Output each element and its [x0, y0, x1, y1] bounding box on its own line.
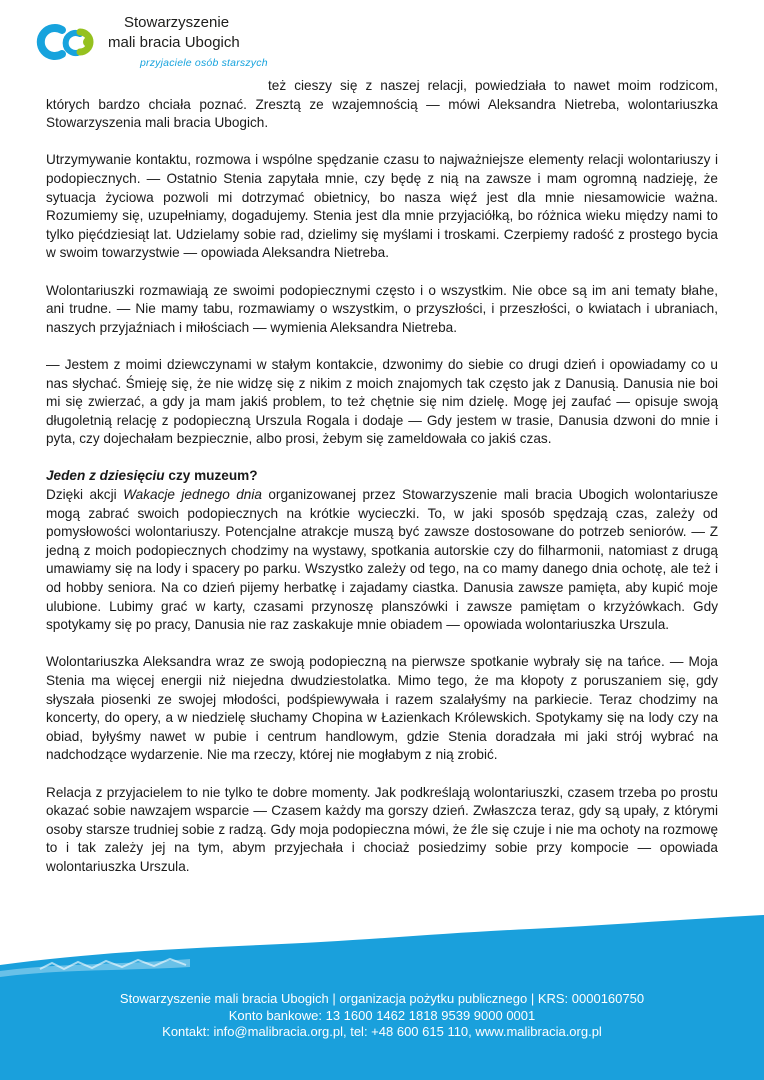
paragraph	[46, 486, 718, 635]
paragraph: Relacja z przyjacielem to nie tylko te dobre momenty. Jak podkreślają wolontariuszki, czasem trzeba po prostu okazać sobie nawzajem wsparcie — Czasem każdy ma gorszy dzień. Zwłaszcza teraz, gdy są upały, z którymi osoby starsze trudniej sobie z radzą. Gdy moja podopieczna mówi, że źle się czuje i nie ma ochoty na rozmowę to i tak zależy jej na tym, abym przyjechała i chociaż posiedzimy sobie przy kompocie — opowiada wolontariuszka Urszula.	[46, 784, 718, 874]
paragraph: też cieszy się z naszej relacji, powiedziała to nawet moim rodzicom, których bardzo chciała poznać. Zresztą ze wzajemnością — mówi Aleksandra Nietreba, wolontariuszka Stowarzyszenia mali bracia Ubogich.	[46, 78, 718, 131]
paragraph-start: Dzięki akcji	[46, 487, 124, 503]
footer-contact-line: Kontakt: info@malibracia.org.pl, tel: +48 600 615 110, www.malibracia.org.pl	[162, 1024, 602, 1039]
section-heading-rest: czy muzeum?	[164, 468, 258, 484]
section-heading-italic: Jeden z dziesięciu	[46, 468, 165, 484]
footer-bank-line: Konto bankowe: 13 1600 1462 1818 9539 9000 0001	[228, 1007, 536, 1023]
footer	[0, 905, 764, 1080]
footer-organization-line: Stowarzyszenie mali bracia Ubogich | organizacja pożytku publicznego | KRS: 0000160750	[119, 991, 645, 1006]
logo-tagline: przyjaciele osób starszych	[140, 57, 268, 69]
paragraph: Wolontariuszka Aleksandra wraz ze swoją podopieczną na pierwsze spotkanie wybrały się na tańce. — Moja Stenia ma więcej energii niż niejedna dwudziestolatka. Mimo tego, że ma kłopoty z poruszaniem się, gdy słyszała piosenki ze swojej młodości, podśpiewywała i razem szalałyśmy na parkiecie. Teraz chodzimy na koncerty, do opery, a w niedzielę słuchamy Chopina w Łazienkach Królewskich. Spotykamy się na lody czy na obiad, byłyśmy nawet w pubie i centrum handlowym, gdzie Stenia doradzała mi jaki strój wybrać na nadchodzące wydarzenie. Nie ma rzeczy, której nie mogłabym z nią zrobić.	[46, 654, 718, 763]
paragraph-rest: organizowanej przez Stowarzyszenie mali bracia Ubogich wolontariusze mogą zabrać swoich podopiecznych na krótkie wycieczki. To, w jaki sposób spędzają czas, zależy od pomysłowości wolontariuszy. Potencjalne atrakcje muszą być zawsze dostosowane do potrzeb seniorów. — Z jedną z moich podopiecznych chodzimy na wystawy, spotkania autorskie czy do filharmonii, natomiast z drugą umawiamy się na lody i spacery po parku. Wszystko zależy od tego, na co mamy danego dnia ochotę, ale też i od hobby seniora. Na co dzień pijemy herbatkę i zajadamy ciastka. Danusia zawsze pamięta, aby kupić moje ulubione. Lubimy grać w karty, czasami przynoszę planszówki i zawsze pamiętam o krzyżówkach. Gdy spotykamy się po pracy, Danusia nie raz zaskakuje mnie obiadem — opowiada wolontariuszka Urszula.	[46, 487, 719, 633]
paragraph: Wolontariuszki rozmawiają ze swoimi podopiecznymi często i o wszystkim. Nie obce są im ani tematy błahe, ani trudne. — Nie mamy tabu, rozmawiamy o wszystkim, o przyszłości, i przeszłości, o kwiatach i ubraniach, naszych przyjaźniach i miłościach — wymienia Aleksandra Nietreba.	[46, 282, 718, 335]
article-body	[46, 77, 718, 877]
footer-contact	[0, 991, 764, 1041]
logo-name-line1: Stowarzyszenie	[124, 14, 230, 31]
campaign-name: Wakacje jednego dnia	[123, 487, 262, 503]
logo-name-line2: mali bracia Ubogich	[108, 34, 240, 51]
paragraph: — Jestem z moimi dziewczynami w stałym kontakcie, dzwonimy do siebie co drugi dzień i opowiadamy co u nas słychać. Śmieję się, że nie widzę się z nikim z moich znajomych tak często jak z Danusią. Danusia nie boi mi się zwierzać, a gdy ja mam jakiś problem, to też chętnie się nim dzielę. Mogę jej zaufać — opisuje swoją długoletnią relację z podopieczną Urszula Rogala i dodaje — Gdy jestem w trasie, Danusia dzwoni do mnie i pyta, czy dojechałam bezpiecznie, albo prosi, żebym się zameldowała co jakiś czas.	[46, 356, 718, 447]
paragraph: Utrzymywanie kontaktu, rozmowa i wspólne spędzanie czasu to najważniejsze elementy relacji wolontariuszy i podopiecznych. — Ostatnio Stenia zapytała mnie, czy będę z nią na zawsze i mam ogromną nadzieję, że sytuacja życiowa pozwoli mi dotrzymać obietnicy, bo nasza więź jest dla mnie niesamowicie ważna. Rozumiemy się, uzupełniamy, dogadujemy. Stenia jest dla mnie przyjaciółką, bo różnica wieku między nami to tylko pięćdziesiąt lat. Udzielamy sobie rad, dzielimy się myślami i troskami. Czerpiemy radość z prostego bycia w swoim towarzystwie — opowiada Aleksandra Nietreba.	[46, 152, 718, 261]
section-heading	[46, 467, 718, 486]
organization-logo	[32, 10, 272, 70]
logo-mark-icon	[32, 22, 102, 62]
